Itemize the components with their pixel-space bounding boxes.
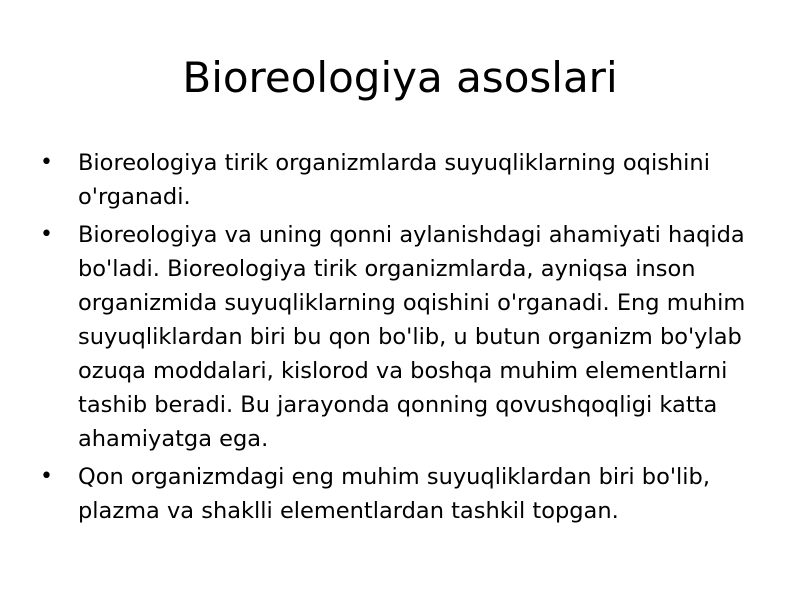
- bullet-list: [40, 146, 760, 532]
- slide-title: Bioreologiya asoslari: [182, 53, 618, 102]
- bullet-text: Bioreologiya tirik organizmlarda suyuqliklarning oqishini o'rganadi.: [78, 150, 710, 210]
- bullet-item: [40, 460, 760, 528]
- bullet-item: [40, 218, 760, 456]
- bullet-dot-icon: •: [40, 150, 53, 175]
- bullet-item: [40, 146, 760, 214]
- bullet-dot-icon: •: [40, 222, 53, 247]
- bullet-dot-icon: •: [40, 464, 53, 489]
- bullet-text: Qon organizmdagi eng muhim suyuqliklardan biri bo'lib, plazma va shaklli elementlardan tashkil topgan.: [78, 464, 710, 524]
- bullet-text: Bioreologiya va uning qonni aylanishdagi ahamiyati haqida bo'ladi. Bioreologiya tirik organizmlarda, ayniqsa inson organizmida suyuqliklarning oqishini o'rganadi. Eng muhim suyuqliklardan biri bu qon bo'lib, u butun organizm bo'ylab ozuqa moddalari, kislorod va boshqa muhim elementlarni tashib beradi. Bu jarayonda qonning qovushqoqligi katta ahamiyatga ega.: [78, 222, 746, 452]
